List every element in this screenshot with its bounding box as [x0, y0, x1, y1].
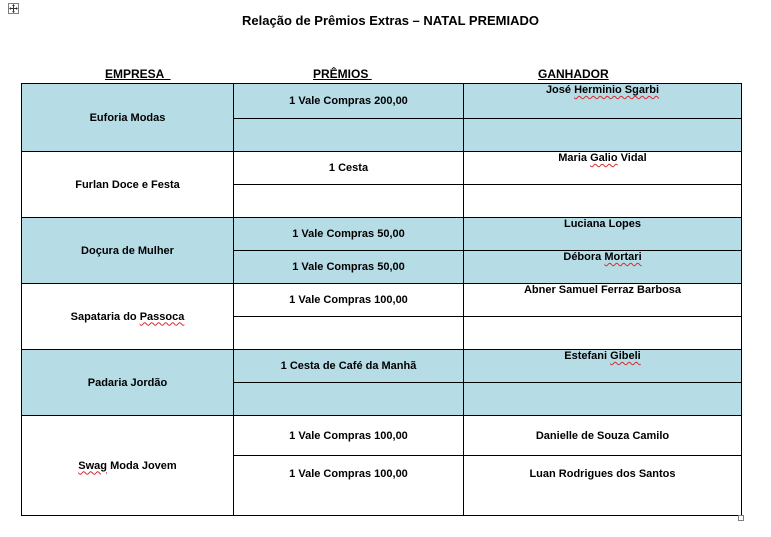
- winner-cell[interactable]: José Herminio Sgarbi: [464, 84, 742, 119]
- prize-cell[interactable]: 1 Vale Compras 50,00: [234, 218, 464, 251]
- prize-cell[interactable]: [234, 185, 464, 218]
- company-cell[interactable]: Padaria Jordão: [22, 350, 234, 416]
- winner-cell[interactable]: Luan Rodrigues dos Santos: [464, 456, 742, 516]
- winner-cell[interactable]: [464, 317, 742, 350]
- company-cell[interactable]: Sapataria do Passoca: [22, 284, 234, 350]
- prize-cell[interactable]: 1 Vale Compras 50,00: [234, 251, 464, 284]
- winner-cell[interactable]: [464, 383, 742, 416]
- winner-cell[interactable]: Danielle de Souza Camilo: [464, 416, 742, 456]
- prize-cell[interactable]: 1 Vale Compras 100,00: [234, 456, 464, 516]
- winner-cell[interactable]: Luciana Lopes: [464, 218, 742, 251]
- header-ganhador: GANHADOR: [538, 67, 609, 81]
- winner-cell[interactable]: Estefani Gibeli: [464, 350, 742, 383]
- prize-cell[interactable]: [234, 119, 464, 152]
- table-resize-handle[interactable]: [738, 515, 744, 521]
- document-title: Relação de Prêmios Extras – NATAL PREMIADO: [242, 13, 539, 28]
- prize-cell[interactable]: [234, 383, 464, 416]
- company-cell[interactable]: Furlan Doce e Festa: [22, 152, 234, 218]
- table-row: [22, 84, 742, 119]
- table-row: [22, 284, 742, 317]
- prize-cell[interactable]: 1 Vale Compras 100,00: [234, 284, 464, 317]
- prize-cell[interactable]: 1 Vale Compras 100,00: [234, 416, 464, 456]
- company-cell[interactable]: Euforia Modas: [22, 84, 234, 152]
- company-cell[interactable]: Swag Moda Jovem: [22, 416, 234, 516]
- winner-cell[interactable]: [464, 119, 742, 152]
- winner-cell[interactable]: Maria Galio Vidal: [464, 152, 742, 185]
- prize-cell[interactable]: 1 Cesta: [234, 152, 464, 185]
- table-row: [22, 416, 742, 456]
- table-row: [22, 218, 742, 251]
- prize-cell[interactable]: [234, 317, 464, 350]
- winner-cell[interactable]: Abner Samuel Ferraz Barbosa: [464, 284, 742, 317]
- prize-cell[interactable]: 1 Vale Compras 200,00: [234, 84, 464, 119]
- header-premios: PRÊMIOS: [313, 67, 369, 81]
- header-empresa: EMPRESA: [105, 67, 164, 81]
- company-cell[interactable]: Doçura de Mulher: [22, 218, 234, 284]
- prize-cell[interactable]: 1 Cesta de Café da Manhã: [234, 350, 464, 383]
- winner-cell[interactable]: Débora Mortari: [464, 251, 742, 284]
- prize-table: [21, 83, 742, 516]
- winner-cell[interactable]: [464, 185, 742, 218]
- table-row: [22, 152, 742, 185]
- table-row: [22, 350, 742, 383]
